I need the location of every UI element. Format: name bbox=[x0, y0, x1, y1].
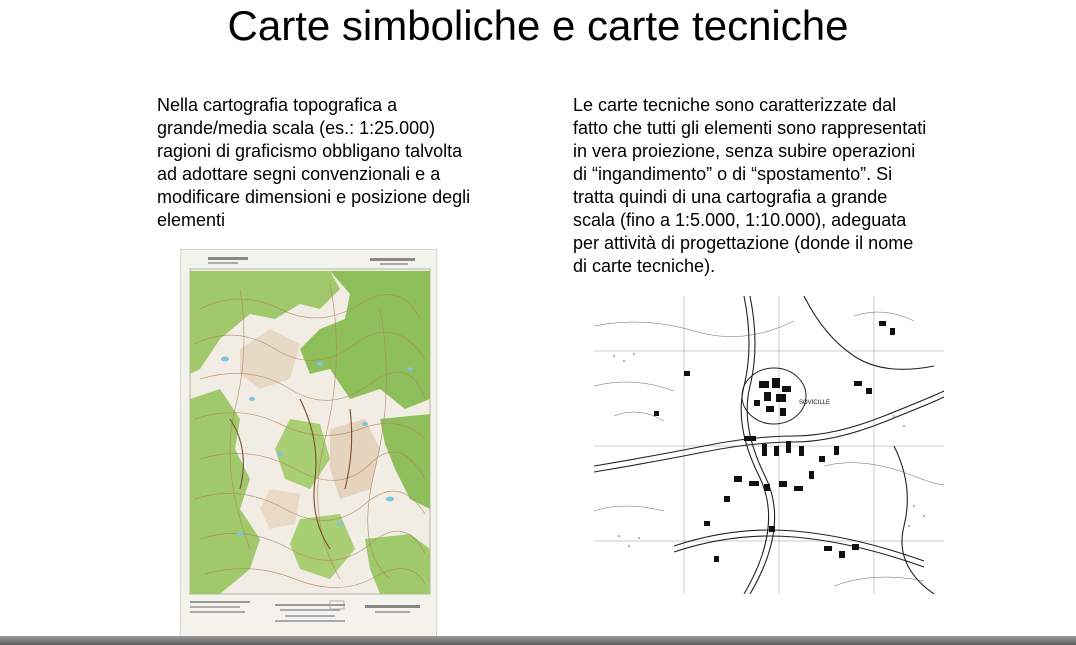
topographic-map-graphic bbox=[180, 249, 437, 639]
left-line: ad adottare segni convenzionali e a bbox=[157, 164, 441, 184]
slide-title: Carte simboliche e carte tecniche bbox=[227, 2, 849, 49]
right-line: per attività di progettazione (donde il nome bbox=[573, 233, 914, 253]
left-paragraph bbox=[157, 94, 542, 232]
right-paragraph bbox=[573, 94, 998, 278]
technical-map-graphic bbox=[594, 296, 944, 594]
topographic-map-image bbox=[180, 249, 437, 639]
left-line: elementi bbox=[157, 210, 226, 230]
right-line: tratta quindi di una cartografia a grande bbox=[573, 187, 888, 207]
right-line: Le carte tecniche sono caratterizzate dal bbox=[573, 95, 897, 115]
left-line: ragioni di graficismo obbligano talvolta bbox=[157, 141, 463, 161]
right-line: in vera proiezione, senza subire operazioni bbox=[573, 141, 916, 161]
right-line: di carte tecniche). bbox=[573, 256, 716, 276]
bottom-bar bbox=[0, 636, 1076, 645]
left-line: Nella cartografia topografica a bbox=[157, 95, 398, 115]
left-line: grande/media scala (es.: 1:25.000) bbox=[157, 118, 436, 138]
right-line: di “ingandimento” o di “spostamento”. Si bbox=[573, 164, 893, 184]
left-line: modificare dimensioni e posizione degli bbox=[157, 187, 471, 207]
right-line: fatto che tutti gli elementi sono rappresentati bbox=[573, 118, 927, 138]
right-line: scala (fino a 1:5.000, 1:10.000), adeguata bbox=[573, 210, 907, 230]
place-label: SOVICILLE bbox=[799, 400, 831, 406]
technical-map-image bbox=[594, 296, 944, 594]
